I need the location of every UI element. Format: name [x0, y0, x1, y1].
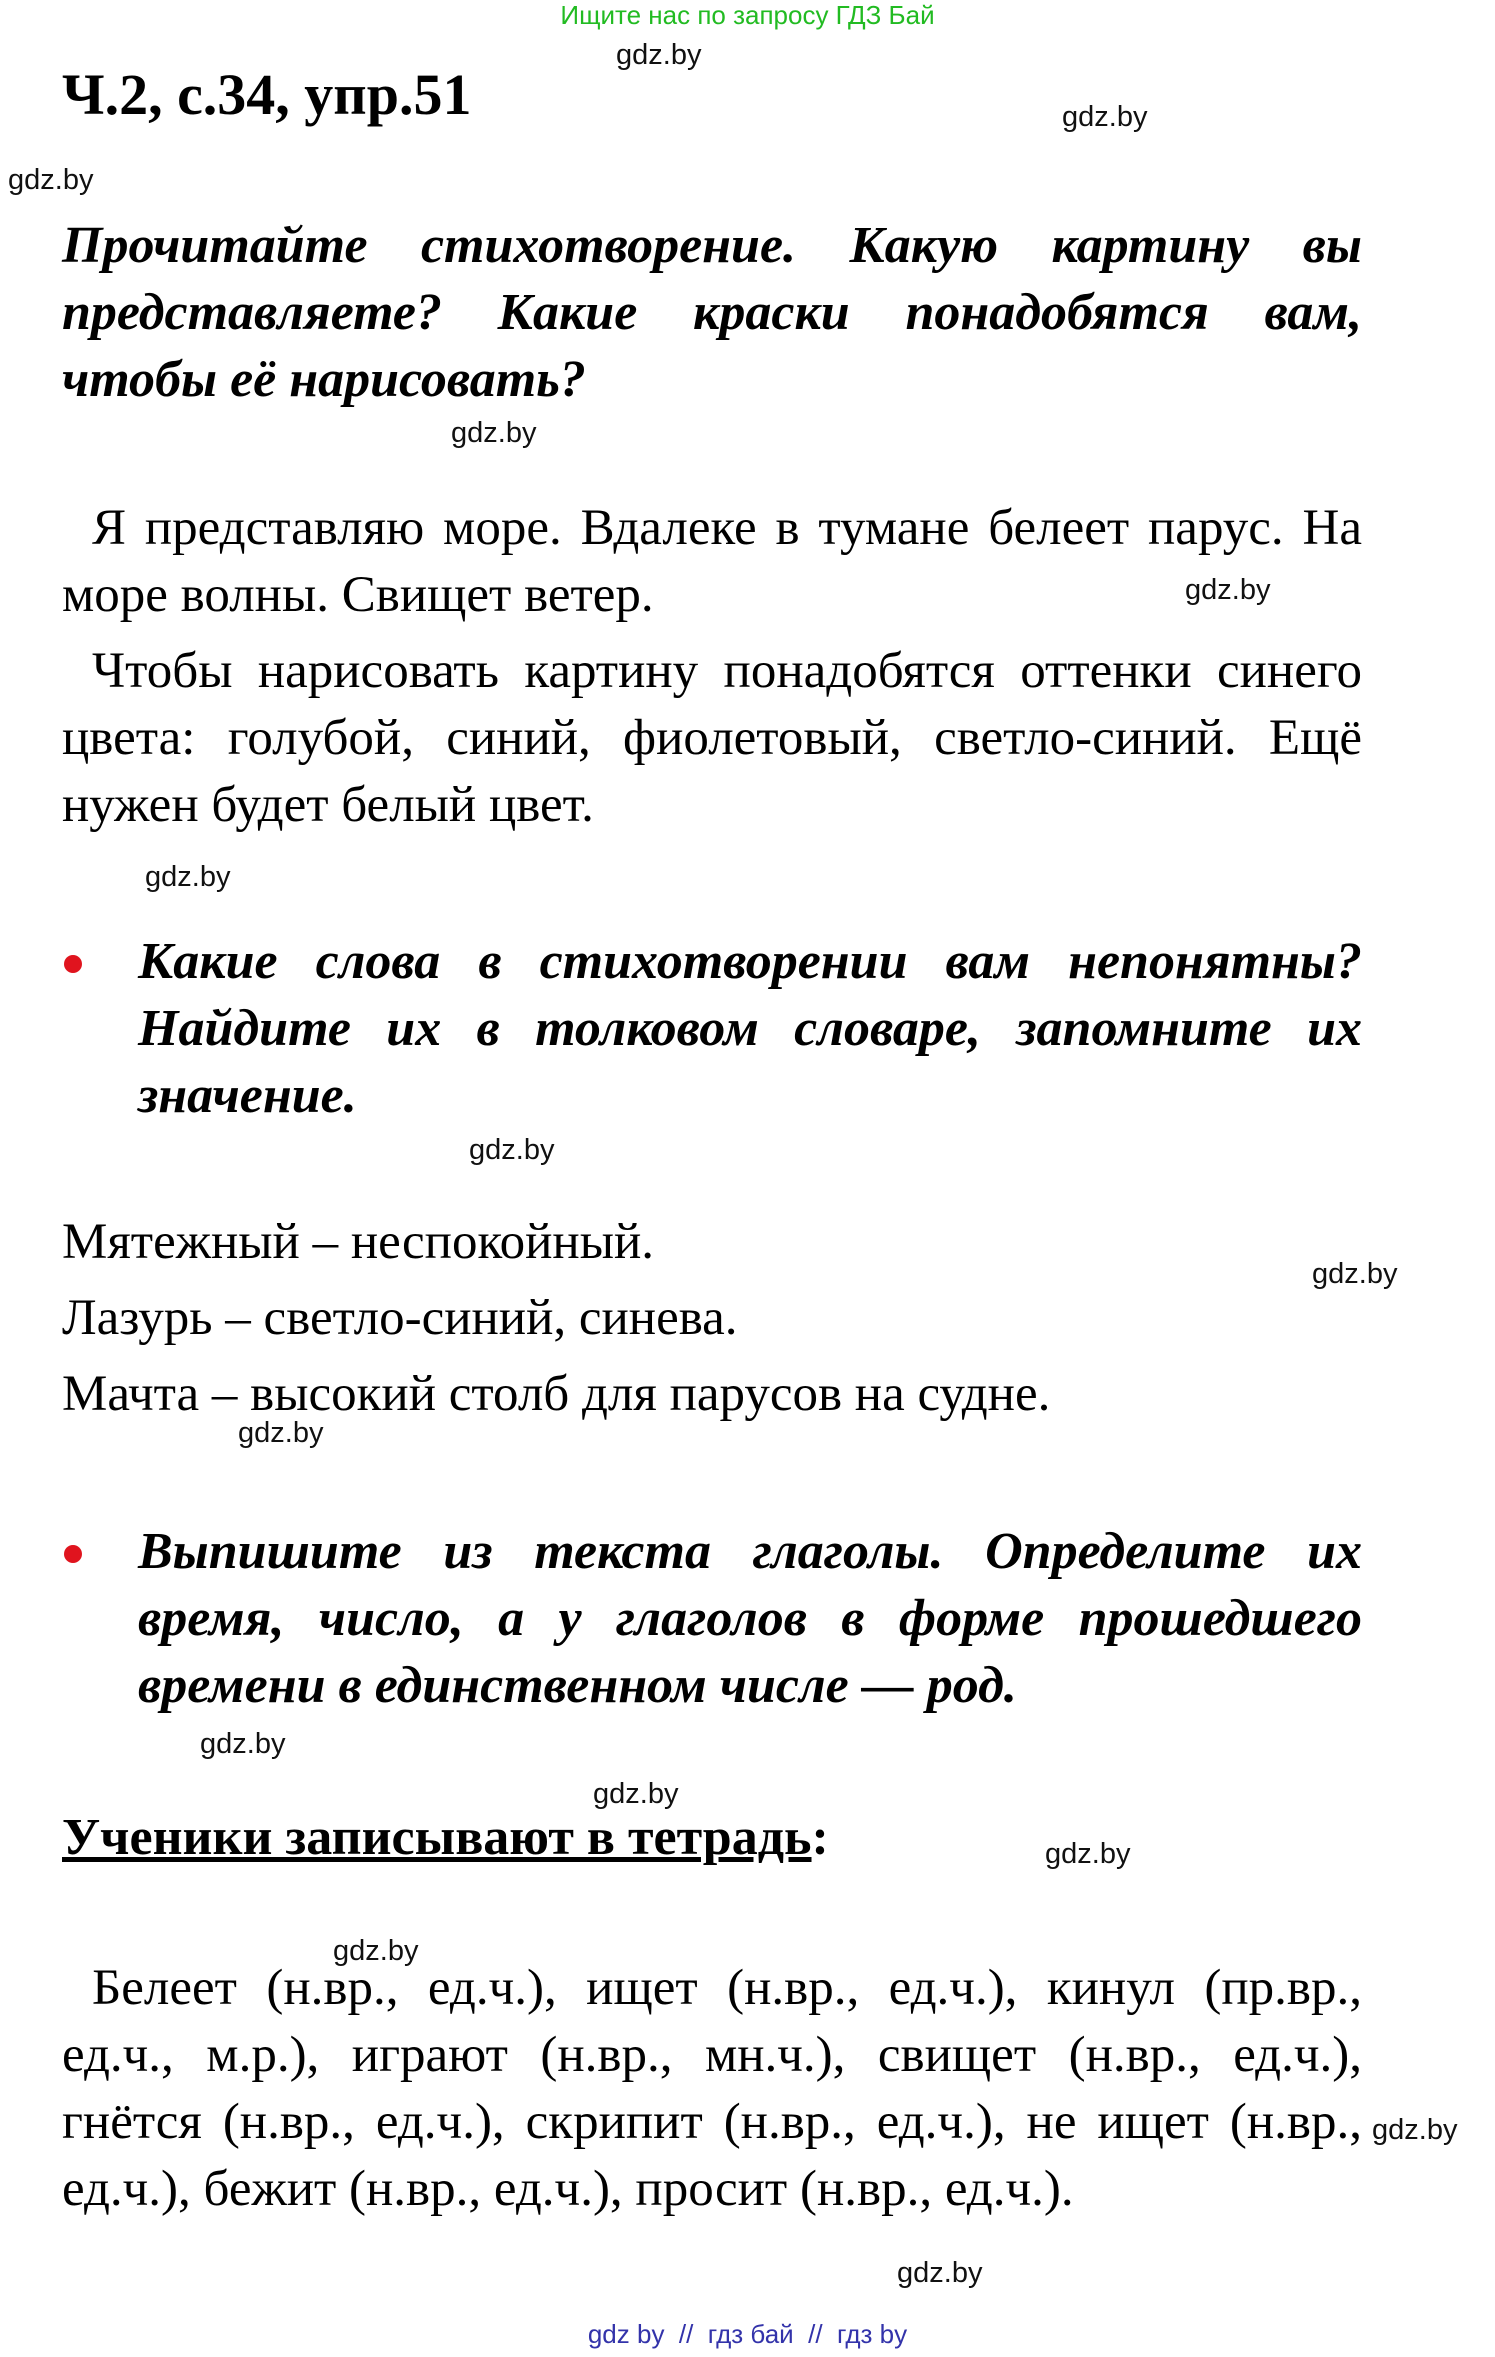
watermark: gdz.by [1372, 2114, 1458, 2146]
task-3 [138, 1518, 1362, 1719]
watermark: gdz.by [333, 1935, 419, 1967]
bullet-icon [64, 1545, 82, 1563]
watermark: gdz.by [145, 861, 231, 893]
task-3-text: Выпишите из текста глаголы. Определите их время, число, а у глаголов в форме прошедшего [138, 1523, 1362, 1647]
footer-links[interactable]: gdz by // гдз бай // гдз by [587, 2319, 908, 2349]
watermark: gdz.by [1045, 1838, 1131, 1870]
notebook-heading [62, 1805, 829, 1871]
watermark: gdz.by [1185, 574, 1271, 606]
watermark: gdz.by [451, 417, 537, 449]
watermark: gdz.by [469, 1134, 555, 1166]
answer-paragraph-1: Я представляю море. Вдалеке в тумане белеет парус. На море волны. Свищет ветер. [62, 500, 1362, 623]
page-title: Ч.2, с.34, упр.51 [62, 62, 472, 127]
task-2-last-line: значение. [138, 1067, 357, 1124]
watermark: gdz.by [897, 2257, 983, 2289]
watermark: gdz.by [1062, 101, 1148, 133]
definition-item: Лазурь – светло-синий, синева. [62, 1290, 738, 1346]
verbs-answer: Белеет (н.вр., ед.ч.), ищет (н.вр., ед.ч.), кинул (пр.вр., ед.ч., м.р.), играют (н.вр., мн.ч.), свищет (н.вр., ед.ч.), гнётся (н.вр., ед.ч.), скрипит (н.вр., ед.ч.), не ищет (н.вр., ед.ч.), бежит (н.вр., ед.ч.), просит (н.вр., ед.ч.). [62, 1960, 1362, 2217]
task-2-text: Какие слова в стихотворении вам непонятны? Найдите их в толковом словаре, запомните их [138, 933, 1362, 1057]
notebook-heading-text: Ученики записывают в тетрадь [62, 1809, 812, 1866]
watermark: gdz.by [8, 164, 94, 196]
top-banner[interactable]: Ищите нас по запросу ГДЗ Бай [560, 0, 935, 30]
definition-item: Мятежный – неспокойный. [62, 1214, 655, 1270]
watermark: gdz.by [616, 39, 702, 71]
task-1-text: Прочитайте стихотворение. Какую картину вы представляете? Какие краски понадобятся вам, [62, 217, 1362, 341]
definition-item: Мачта – высокий столб для парусов на судне. [62, 1366, 1051, 1422]
watermark: gdz.by [593, 1778, 679, 1810]
bullet-icon [64, 955, 82, 973]
notebook-heading-colon: : [811, 1809, 829, 1866]
watermark: gdz.by [1312, 1258, 1398, 1290]
task-2 [138, 928, 1362, 1129]
task-1 [62, 212, 1362, 413]
task-3-last-line: времени в единственном числе — род. [138, 1657, 1017, 1714]
watermark: gdz.by [200, 1728, 286, 1760]
answer-paragraph-2: Чтобы нарисовать картину понадобятся оттенки синего цвета: голубой, синий, фиолетовый, светло-синий. Ещё нужен будет белый цвет. [62, 643, 1362, 833]
watermark: gdz.by [238, 1417, 324, 1449]
task-1-last-line: чтобы её нарисовать? [62, 351, 586, 408]
